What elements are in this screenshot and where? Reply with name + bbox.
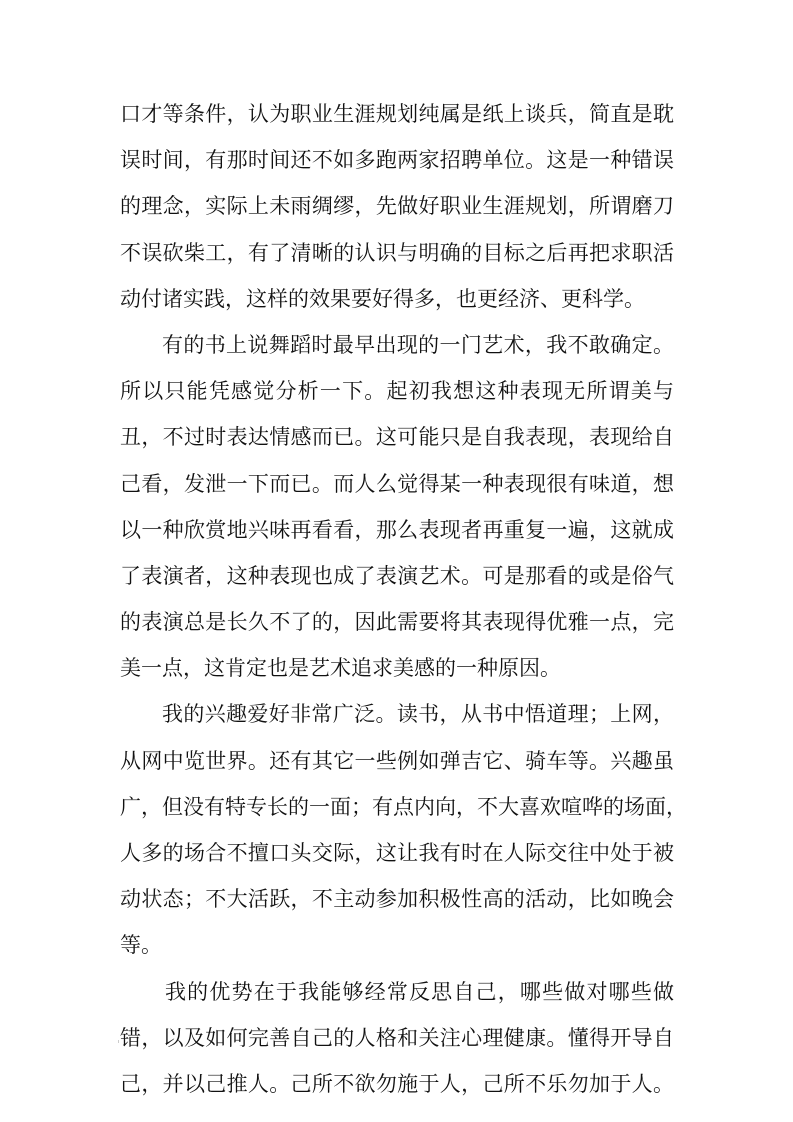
paragraph-3-line-2: 从网中览世界。还有其它一些例如弹吉它、骑车等。兴趣虽 [120, 748, 674, 773]
paragraph-2-line-1: 有的书上说舞蹈时最早出现的一门艺术，我不敢确定。 [162, 332, 674, 357]
paragraph-3-line-4: 人多的场合不擅口头交际，这让我有时在人际交往中处于被 [120, 841, 674, 865]
paragraph-1-line-5: 动付诸实践，这样的效果要好得多，也更经济、更科学。 [120, 286, 645, 311]
paragraph-2-line-8: 美一点，这肯定也是艺术追求美感的一种原因。 [120, 656, 561, 681]
paragraph-3-line-1: 我的兴趣爱好非常广泛。读书，从书中悟道理；上网， [162, 702, 674, 727]
paragraph-2-line-2: 所以只能凭感觉分析一下。起初我想这种表现无所谓美与 [120, 379, 674, 404]
paragraph-2-line-4: 己看，发泄一下而已。而人么觉得某一种表现很有味道，想 [120, 471, 674, 496]
paragraph-1-line-3: 的理念，实际上未雨绸缪，先做好职业生涯规划，所谓磨刀 [120, 194, 674, 219]
paragraph-4-line-1: 我的优势在于我能够经常反思自己，哪些做对哪些做 [165, 979, 674, 1004]
paragraph-2-line-5: 以一种欣赏地兴味再看看，那么表现者再重复一遍，这就成 [120, 517, 674, 542]
paragraph-2-line-6: 了表演者，这种表现也成了表演艺术。可是那看的或是俗气 [120, 563, 674, 588]
paragraph-3-line-6: 等。 [120, 933, 162, 958]
paragraph-1-line-1: 口才等条件，认为职业生涯规划纯属是纸上谈兵，简直是耽 [120, 102, 674, 126]
document-body [120, 96, 687, 1112]
paragraph-4-line-2: 错，以及如何完善自己的人格和关注心理健康。懂得开导自 [120, 1025, 674, 1050]
paragraph-3-line-3: 广，但没有特专长的一面；有点内向，不大喜欢喧哗的场面， [120, 794, 687, 819]
paragraph-4-line-3: 己，并以己推人。己所不欲勿施于人，己所不乐勿加于人。 [120, 1071, 674, 1096]
paragraph-1-line-4: 不误砍柴工，有了清晰的认识与明确的目标之后再把求职活 [120, 240, 674, 265]
paragraph-3-line-5: 动状态；不大活跃，不主动参加积极性高的活动，比如晚会 [120, 887, 674, 912]
paragraph-2-line-3: 丑，不过时表达情感而已。这可能只是自我表现，表现给自 [120, 425, 674, 450]
margin-mark [118, 1040, 119, 1043]
paragraph-1-line-2: 误时间，有那时间还不如多跑两家招聘单位。这是一种错误 [120, 148, 674, 173]
paragraph-2-line-7: 的表演总是长久不了的，因此需要将其表现得优雅一点，完 [120, 610, 674, 635]
